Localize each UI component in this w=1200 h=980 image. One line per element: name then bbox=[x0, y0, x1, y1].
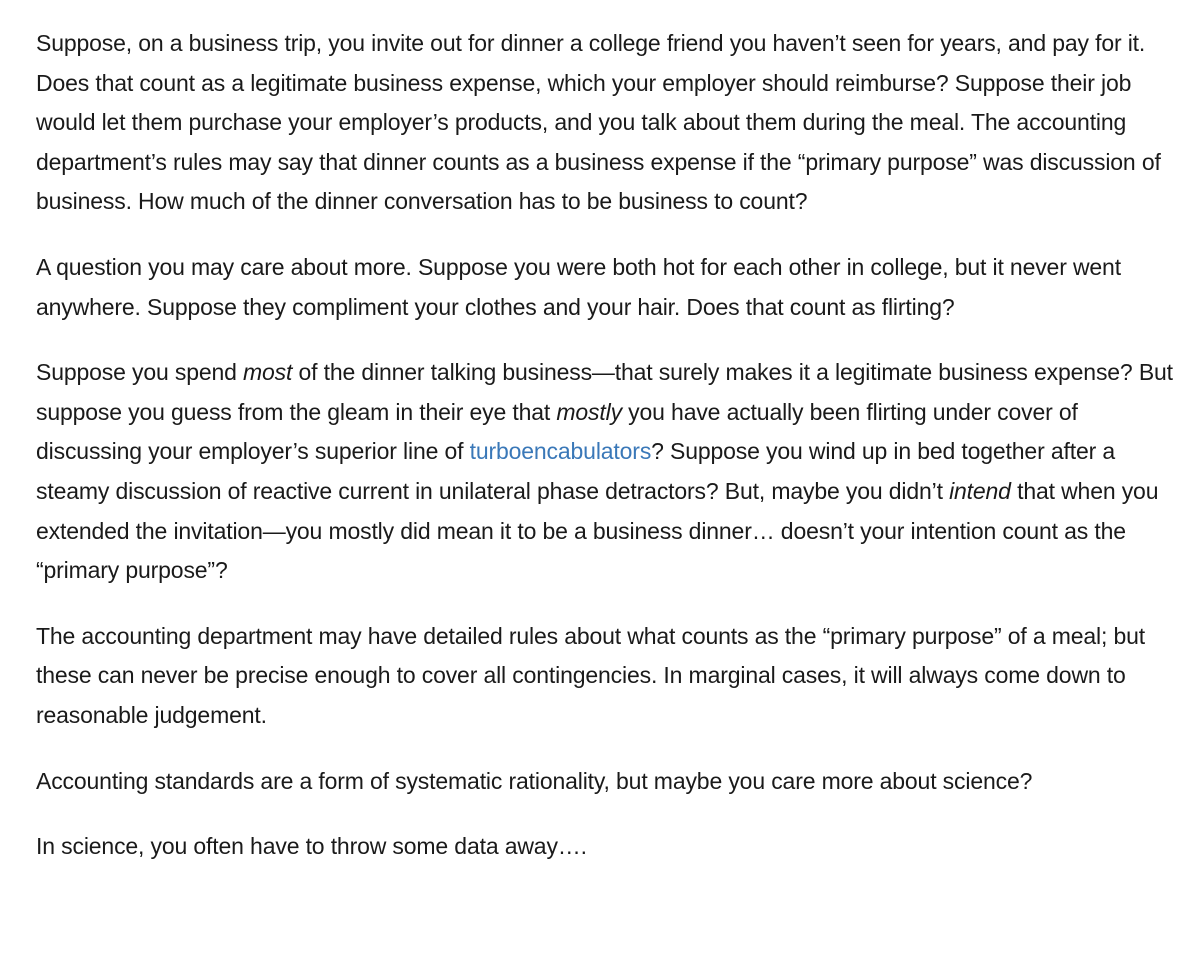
paragraph-flirting-question: A question you may care about more. Suppose you were both hot for each other in college, but it never went anywhere. Suppose they compliment your clothes and your hair. Does that count as flirting? bbox=[36, 253, 1121, 320]
article-body bbox=[36, 24, 1176, 893]
paragraph-business-trip: Suppose, on a business trip, you invite out for dinner a college friend you haven’t seen for years, and pay for it. Does that count as a legitimate business expense, which your employer should reimburse? Suppose their job would let them purchase your employer’s products, and you talk about them during the meal. The accounting department’s rules may say that dinner counts as a business expense if the “primary purpose” was discussion of business. How much of the dinner conversation has to be business to count? bbox=[36, 30, 1161, 215]
turboencabulators-link[interactable]: turboencabulators bbox=[469, 438, 652, 465]
paragraph-science-data: In science, you often have to throw some data away…. bbox=[36, 833, 587, 860]
paragraph-systematic-rationality: Accounting standards are a form of systematic rationality, but maybe you care more about science? bbox=[36, 767, 1033, 794]
emphasis-most: most bbox=[243, 359, 293, 386]
emphasis-mostly: mostly bbox=[556, 398, 622, 425]
text-run: of the dinner talking business—that surely makes it a legitimate business expense? But suppose you guess from the gleam in their eye that bbox=[36, 359, 1173, 425]
paragraph-mostly-business bbox=[36, 353, 1176, 591]
emphasis-intend: intend bbox=[949, 477, 1011, 504]
text-run: you have actually been flirting under cover of discussing your employer’s superior line of bbox=[36, 398, 1078, 465]
text-run: Suppose you spend bbox=[36, 359, 244, 386]
text-run: that when you extended the invitation—you mostly did mean it to be a business dinner… doesn’t your intention count as the “primary purpose”? bbox=[36, 477, 1159, 584]
paragraph-accounting-rules: The accounting department may have detailed rules about what counts as the “primary purpose” of a meal; but these can never be precise enough to cover all contingencies. In marginal cases, it will always come down to reasonable judgement. bbox=[36, 622, 1146, 728]
text-run: ? Suppose you wind up in bed together after a steamy discussion of reactive current in unilateral phase detractors? But, maybe you didn’t bbox=[36, 438, 1115, 504]
